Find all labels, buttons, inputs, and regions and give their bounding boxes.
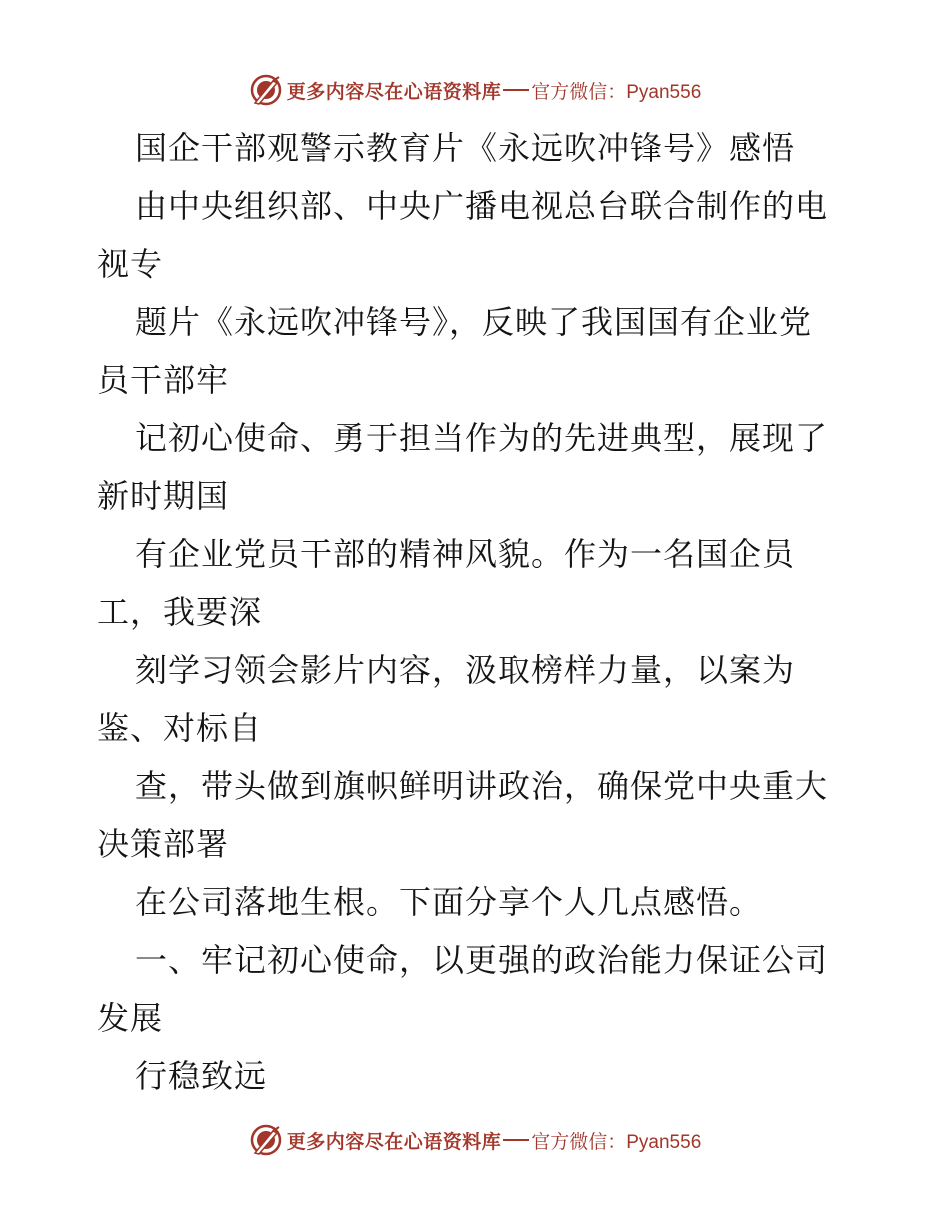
doc-line: 查，带头做到旗帜鲜明讲政治，确保党中央重大	[135, 767, 829, 805]
doc-line: 题片《永远吹冲锋号》，反映了我国国有企业党	[135, 303, 813, 341]
doc-line: 由中央组织部、中央广播电视总台联合制作的电	[135, 187, 829, 225]
quill-seal-icon	[249, 73, 283, 107]
banner-divider	[503, 89, 529, 91]
banner-divider	[503, 1139, 529, 1141]
doc-line: 有企业党员干部的精神风貌。作为一名国企员	[135, 535, 796, 573]
banner-site-text: 更多内容尽在心语资料库	[286, 1130, 502, 1153]
header-banner	[0, 72, 950, 108]
doc-line: 工，我要深	[97, 593, 263, 631]
doc-line-title: 国企干部观警示教育片《永远吹冲锋号》感悟	[135, 129, 796, 167]
doc-line: 在公司落地生根。下面分享个人几点感悟。	[135, 883, 763, 921]
doc-line: 鉴、对标自	[97, 709, 263, 747]
banner-wechat-text: 官方微信：Pyan556	[531, 81, 702, 103]
doc-line: 新时期国	[97, 477, 230, 515]
doc-line: 员干部牢	[97, 361, 230, 399]
doc-line: 视专	[97, 245, 164, 283]
doc-line: 刻学习领会影片内容，汲取榜样力量，以案为	[135, 651, 796, 689]
doc-line: 记初心使命、勇于担当作为的先进典型，展现了	[135, 419, 829, 457]
banner-site-text: 更多内容尽在心语资料库	[286, 80, 502, 103]
doc-line: 行稳致远	[135, 1057, 268, 1095]
banner-wechat-text: 官方微信：Pyan556	[531, 1131, 702, 1153]
doc-line-section-heading: 一、牢记初心使命，以更强的政治能力保证公司	[135, 941, 829, 979]
footer-banner	[0, 1122, 950, 1158]
doc-line: 发展	[97, 999, 164, 1037]
quill-seal-icon	[249, 1123, 283, 1157]
doc-line: 决策部署	[97, 825, 230, 863]
